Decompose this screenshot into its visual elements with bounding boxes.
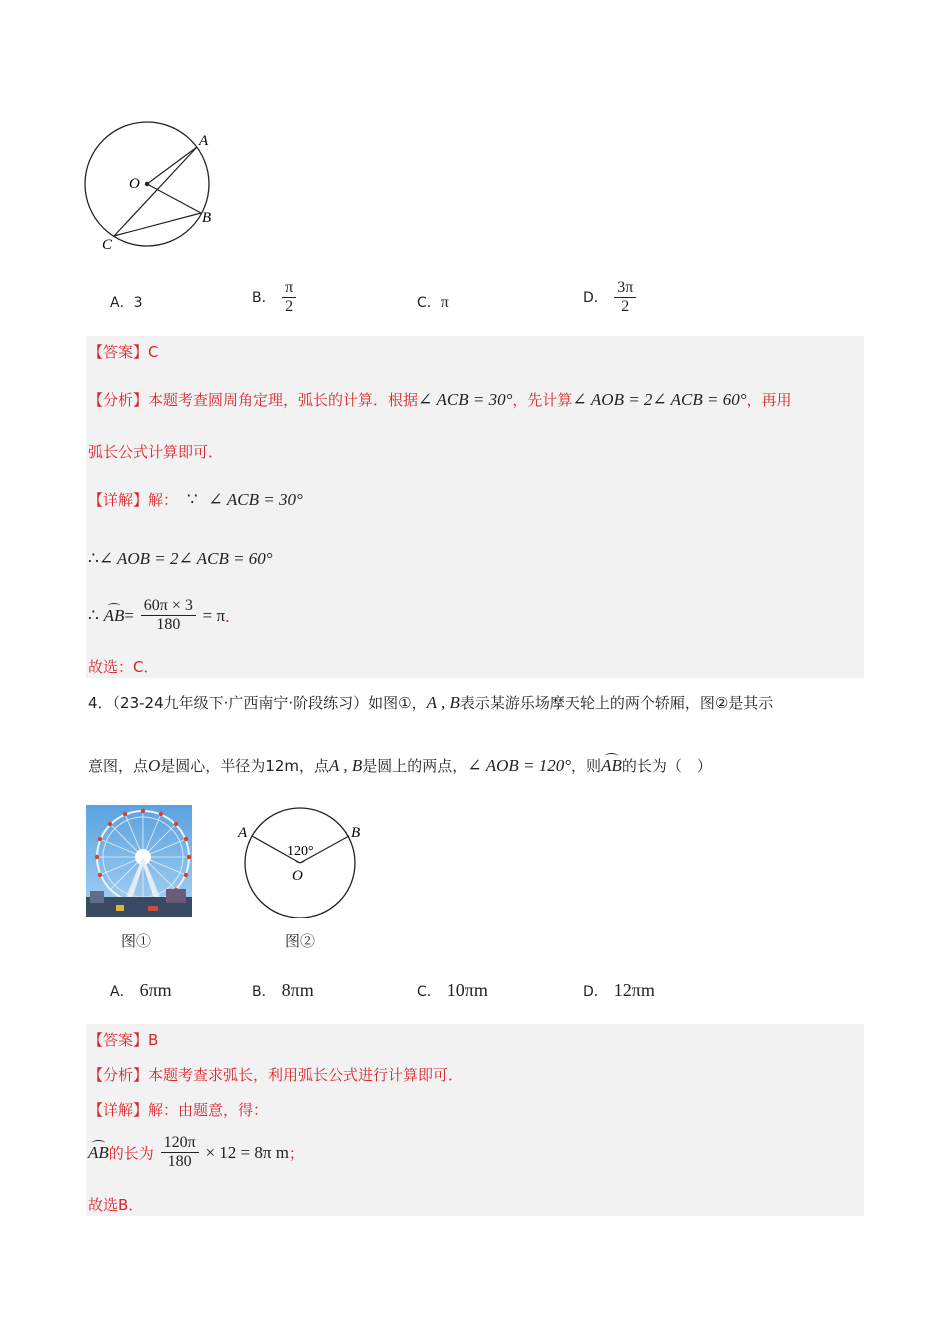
q4-source: （23-24九年级下·广西南宁·阶段练习） [112,694,369,712]
option-d-label: D． [583,289,608,306]
label-B-q4: B [351,825,361,841]
building-1 [90,891,104,903]
answer-line-q4 [88,1029,158,1050]
step3-line-q3 [88,597,240,635]
q4-option-a [110,980,172,1001]
option-a-label: A． [110,295,134,311]
calc-arc-AB: AB [88,1142,109,1162]
analysis-text-q4: 本题考查求弧长，利用弧长公式进行计算即可． [148,1066,464,1084]
detail-intro: 解： [148,491,179,509]
segment-CB [114,213,201,236]
q4-math-AB-2: A , B [329,756,363,775]
analysis-line-2-q3: 弧长公式计算即可． [88,443,224,461]
conclusion-q3: 故选：C． [88,658,159,676]
detail-tag: 【详解】 [88,491,149,509]
fig1-caption: 图① [121,934,152,950]
q4-option-b-value: 8πm [281,980,314,1000]
label-A-q4: A [238,825,248,841]
step3-result: = π [202,605,226,625]
therefore-symbol: ∴ [88,549,99,568]
option-c-label: C． [417,295,441,311]
segment-OA [147,147,197,184]
q4-line2-e: 的长为（ ） [621,757,712,775]
therefore-symbol-2: ∴ [88,605,99,625]
option-b [252,279,298,317]
building-2 [166,889,186,903]
option-d-denominator: 2 [621,298,630,316]
step2-math: ∠ AOB = 2∠ ACB = 60° [98,549,273,568]
analysis-text-2: ，先计算 [512,391,573,409]
option-d-numerator: 3π [614,279,636,298]
q4-option-c [417,980,488,1001]
q4-stem-line-2 [88,755,712,776]
q4-text-1: 如图①， [368,694,427,712]
building-3 [116,905,124,911]
calc-end: ； [288,1144,304,1163]
calc-rest: × 12 = 8π m [205,1142,289,1162]
step3-numerator: 60π × 3 [141,597,196,616]
q4-arc-AB: AB [601,756,622,775]
option-b-numerator: π [282,279,296,298]
conclusion-q4: 故选B． [88,1196,144,1214]
detail-text-q4: 解：由题意，得： [148,1101,269,1119]
label-angle-q4: 120° [287,844,314,859]
option-b-denominator: 2 [285,298,294,316]
step3-denominator: 180 [156,616,181,634]
analysis-line-q4 [88,1064,463,1085]
q4-line2-c: 是圆上的两点， [362,757,468,775]
label-O: O [129,176,140,192]
option-a-value: 3 [133,295,143,311]
q4-stem-line-1 [88,692,773,713]
label-O-q4: O [292,868,303,884]
q4-line2-d: ，则 [571,757,602,775]
option-d [583,279,638,317]
q4-option-c-value: 10πm [446,980,488,1000]
answer-value-q4: B [148,1031,159,1049]
step3-end: ． [225,607,241,626]
ferris-wheel-photo [86,805,192,917]
analysis-tag-q4: 【分析】 [88,1066,149,1084]
step1-math: ∠ ACB = 30° [208,490,303,509]
answer-line-q3 [88,341,159,362]
analysis-math-2: ∠ AOB = 2∠ ACB = 60° [572,390,747,409]
segment-OB [147,184,201,213]
circle-diagram-q3 [78,118,228,260]
analysis-line-q3 [88,389,792,410]
q4-option-a-value: 6πm [139,980,172,1000]
calc-fraction [161,1134,199,1172]
detail-tag-q4: 【详解】 [88,1101,149,1119]
q4-option-d [583,980,655,1001]
option-b-fraction [282,279,296,317]
segment-CA [114,147,197,236]
detail-line-q4 [88,1099,268,1120]
center-point [145,182,149,186]
step3-equals: = [124,605,134,625]
analysis-tag: 【分析】 [88,391,149,409]
circle-diagram-q4 [236,806,366,918]
analysis-text-3: ，再用 [746,391,792,409]
label-C: C [102,237,113,253]
q4-option-c-label: C． [417,984,441,1000]
q4-text-2: 表示某游乐场摩天轮上的两个轿厢，图②是其示 [459,694,774,712]
option-a [110,292,143,312]
q4-math-AB: A , B [426,693,460,712]
calc-denominator: 180 [167,1153,192,1171]
label-B: B [202,210,212,226]
calc-line-q4 [88,1134,304,1172]
step2-line-q3 [88,549,273,569]
calc-text: 的长为 [108,1144,154,1163]
answer-value: C [148,343,159,361]
q4-option-a-label: A． [110,984,134,1000]
arc-AB: AB [103,605,125,625]
q4-option-b [252,980,314,1001]
q4-math-O: O [148,756,161,775]
calc-numerator: 120π [161,1134,199,1153]
answer-tag-q4: 【答案】 [88,1031,149,1049]
option-c-value: π [440,294,449,311]
answer-tag: 【答案】 [88,343,149,361]
because-symbol: ∵ [186,490,198,509]
label-A: A [199,133,209,149]
solution-box-q4 [86,1024,864,1216]
option-c [417,292,449,312]
analysis-text-1: 本题考查圆周角定理，弧长的计算．根据 [148,391,419,409]
q4-math-angle: ∠ AOB = 120° [467,756,572,775]
q4-option-d-label: D． [583,984,608,1000]
q4-line2-a: 意图，点 [88,757,149,775]
q4-option-d-value: 12πm [613,980,655,1000]
q4-line2-b: 是圆心，半径为12m，点 [160,757,329,775]
building-4 [148,906,158,911]
q4-number: 4． [88,694,113,712]
step3-fraction [141,597,196,635]
analysis-math-1: ∠ ACB = 30° [418,390,513,409]
detail-line-q3 [88,489,303,510]
option-d-fraction [614,279,636,317]
option-b-label: B． [252,289,276,306]
fig2-caption: 图② [285,934,316,950]
q4-option-b-label: B． [252,984,276,1000]
